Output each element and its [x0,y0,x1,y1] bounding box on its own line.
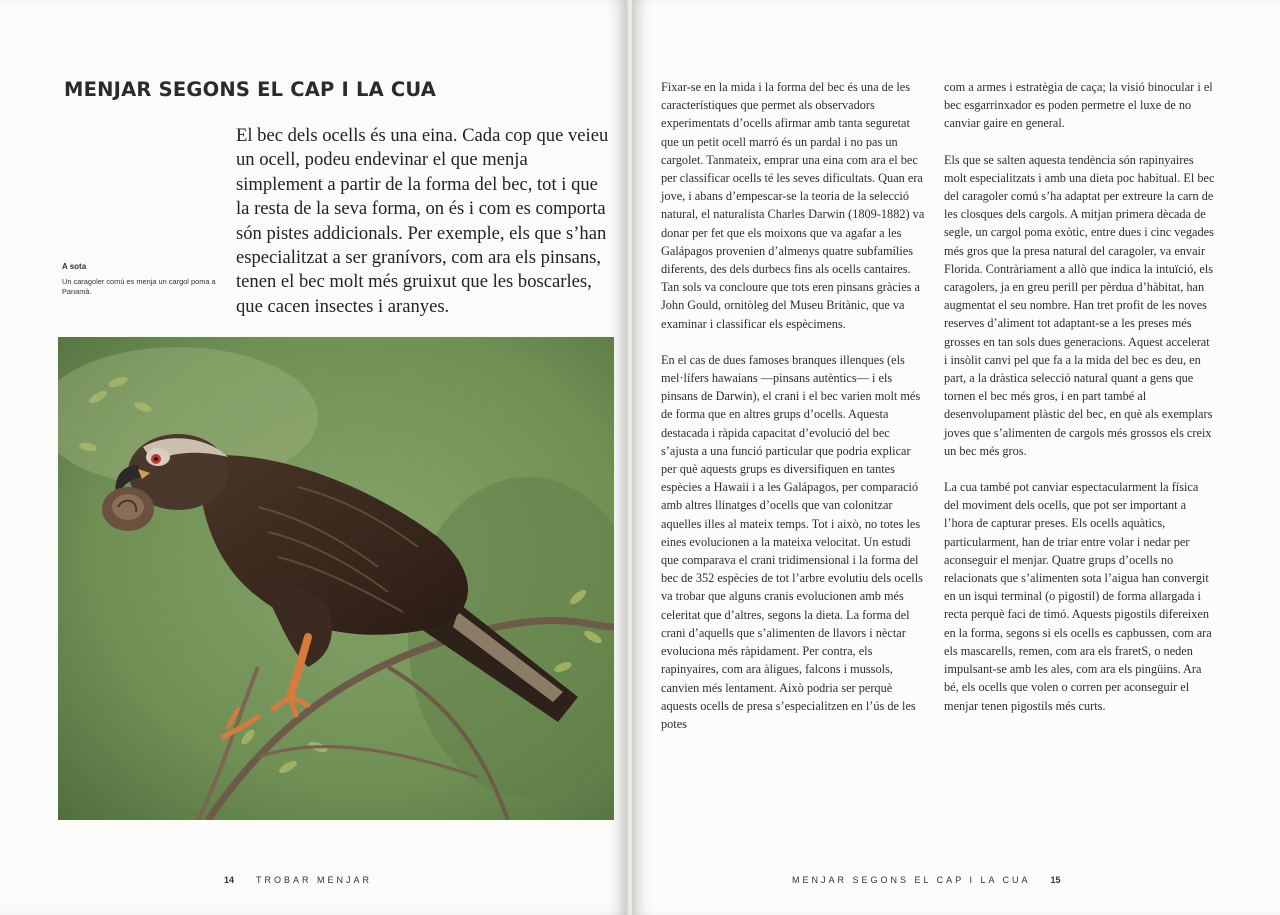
right-folio [792,875,1061,886]
section-heading: MENJAR SEGONS EL CAP I LA CUA [64,78,437,101]
paragraph: com a armes i estratègia de caça; la visió binocular i el bec esgarrinxador es poden permetre el luxe de no canviar gaire en general. [944,80,1213,131]
text-column-1 [661,78,929,751]
running-head: MENJAR SEGONS EL CAP I LA CUA [792,875,1031,885]
paragraph: En el cas de dues famoses branques illenques (els mel·lífers hawaians —pinsans autèntics— i els pinsans de Darwin), el crani i el bec varien molt més de forma que en altres grups d’ocells. Aquesta destacada i ràpida capacitat d’evolució del bec s’ajusta a una funció particular que podria explicar per què aquests grups es diversifiquen en tantes espècies a Hawaii i a les Galápagos, per comparació amb altres llinatges d’ocells que van colonitzar aquelles illes al mateix temps. Tot i això, no totes les eines evolucionen a la mateixa velocitat. Un estudi que comparava el crani tridimensional i la forma del bec de 352 espècies de tot l’arbre evolutiu dels ocells va trobar que alguns cranis evolucionen amb més celeritat que d’altres, segons la dieta. La forma del crani d’aquells que s’alimenten de llavors i nèctar evoluciona més ràpidament. Per contra, els rapinyaires, com ara àligues, falcons i mussols, canvien més lentament. Això podria ser perquè aquests ocells de presa s’especialitzen en l’ús de les potes [661,352,923,731]
bird-photo-illustration [58,337,614,820]
paragraph: Fixar-se en la mida i la forma del bec és una de les característiques que permet als observadors experimentats d’ocells afirmar amb tanta seguretat que un petit ocell marró és un pardal i no pas un cargolet. Tanmateix, emprar una eina com ara el bec per classificar ocells té les seves dificultats. Quan era jove, i abans d’empescar-se la teoria de la selecció natural, el naturalista Charles Darwin (1809-1882) va donar per fet que els moixons que va agafar a les Galápagos provenien d’almenys quatre subfamílies diferents, des dels durbecs fins als ocells cantaires. Tan sols va concloure que tots eren pinsans gràcies a John Gould, ornitòleg del Museu Britànic, que va examinar i classificar els espècimens. [661,80,925,331]
caption-title: A sota [62,262,87,271]
intro-paragraph: El bec dels ocells és una eina. Cada cop que veieu un ocell, podeu endevinar el que menja simplement a partir de la forma del bec, tot i que la resta de la seva forma, on és i com es comporta són pistes addicionals. Per exemple, els que s’han especialitzat a ser granívors, com ara els pinsans, tenen el bec molt més gruixut que les boscarles, que cacen insectes i aranyes. [236,125,609,317]
paragraph: Els que se salten aquesta tendència són rapinyaires molt especialitzats i amb una dieta poc habitual. El bec del caragoler comú s’ha adaptat per extreure la carn de les closques dels cargols. A mitjan primera dècada de segle, un cargol poma exòtic, entre dues i cinc vegades més gros que la presa natural del caragoler, va envair Florida. Contràriament a allò que indica la intuïció, els caragolers, ja en greu perill per pèrdua d’hàbitat, han augmentat el seu nombre. Han tret profit de les noves reserves d’aliment tot adaptant-se a les preses més grosses en tan sols dues generacions. Aquest accelerat i insòlit canvi pel que fa a la mida del bec es deu, en part, a la dràstica selecció natural quant a gens que tornen el bec més gros, i en part també al desenvolupament plàstic del bec, en què als exemplars joves que s’alimenten de cargols més grossos els creix un bec més gros. [944,152,1215,458]
page-number: 15 [1050,875,1061,885]
page-number: 14 [224,875,235,885]
running-head: TROBAR MENJAR [256,875,373,885]
text-column-2 [944,78,1216,733]
left-page [0,0,628,915]
photo-caption [62,262,222,298]
paragraph: La cua també pot canviar espectacularment la física del moviment dels ocells, que pot ser important a l’hora de capturar preses. Els ocells aquàtics, particularment, han de triar entre volar i nedar per aconseguir el menjar. Quatre grups d’ocells no relacionats que s’alimenten sota l’aigua han convergit en un isqui terminal (o pigostil) de forma allargada i recta perquè faci de timó. Aquests pigostils difereixen en la forma, segons si els ocells es capbussen, com ara els mascarells, remen, com ara els fraretS, o neden impulsant-se amb les ales, com ara els pingüins. Ara bé, els ocells que volen o corren per aconseguir el menjar tenen pigostils més curts. [944,480,1212,713]
left-folio [224,875,372,886]
snail-kite-photo [58,337,614,820]
caption-text: Un caragoler comú es menja un cargol poma a Panamà. [62,277,216,297]
